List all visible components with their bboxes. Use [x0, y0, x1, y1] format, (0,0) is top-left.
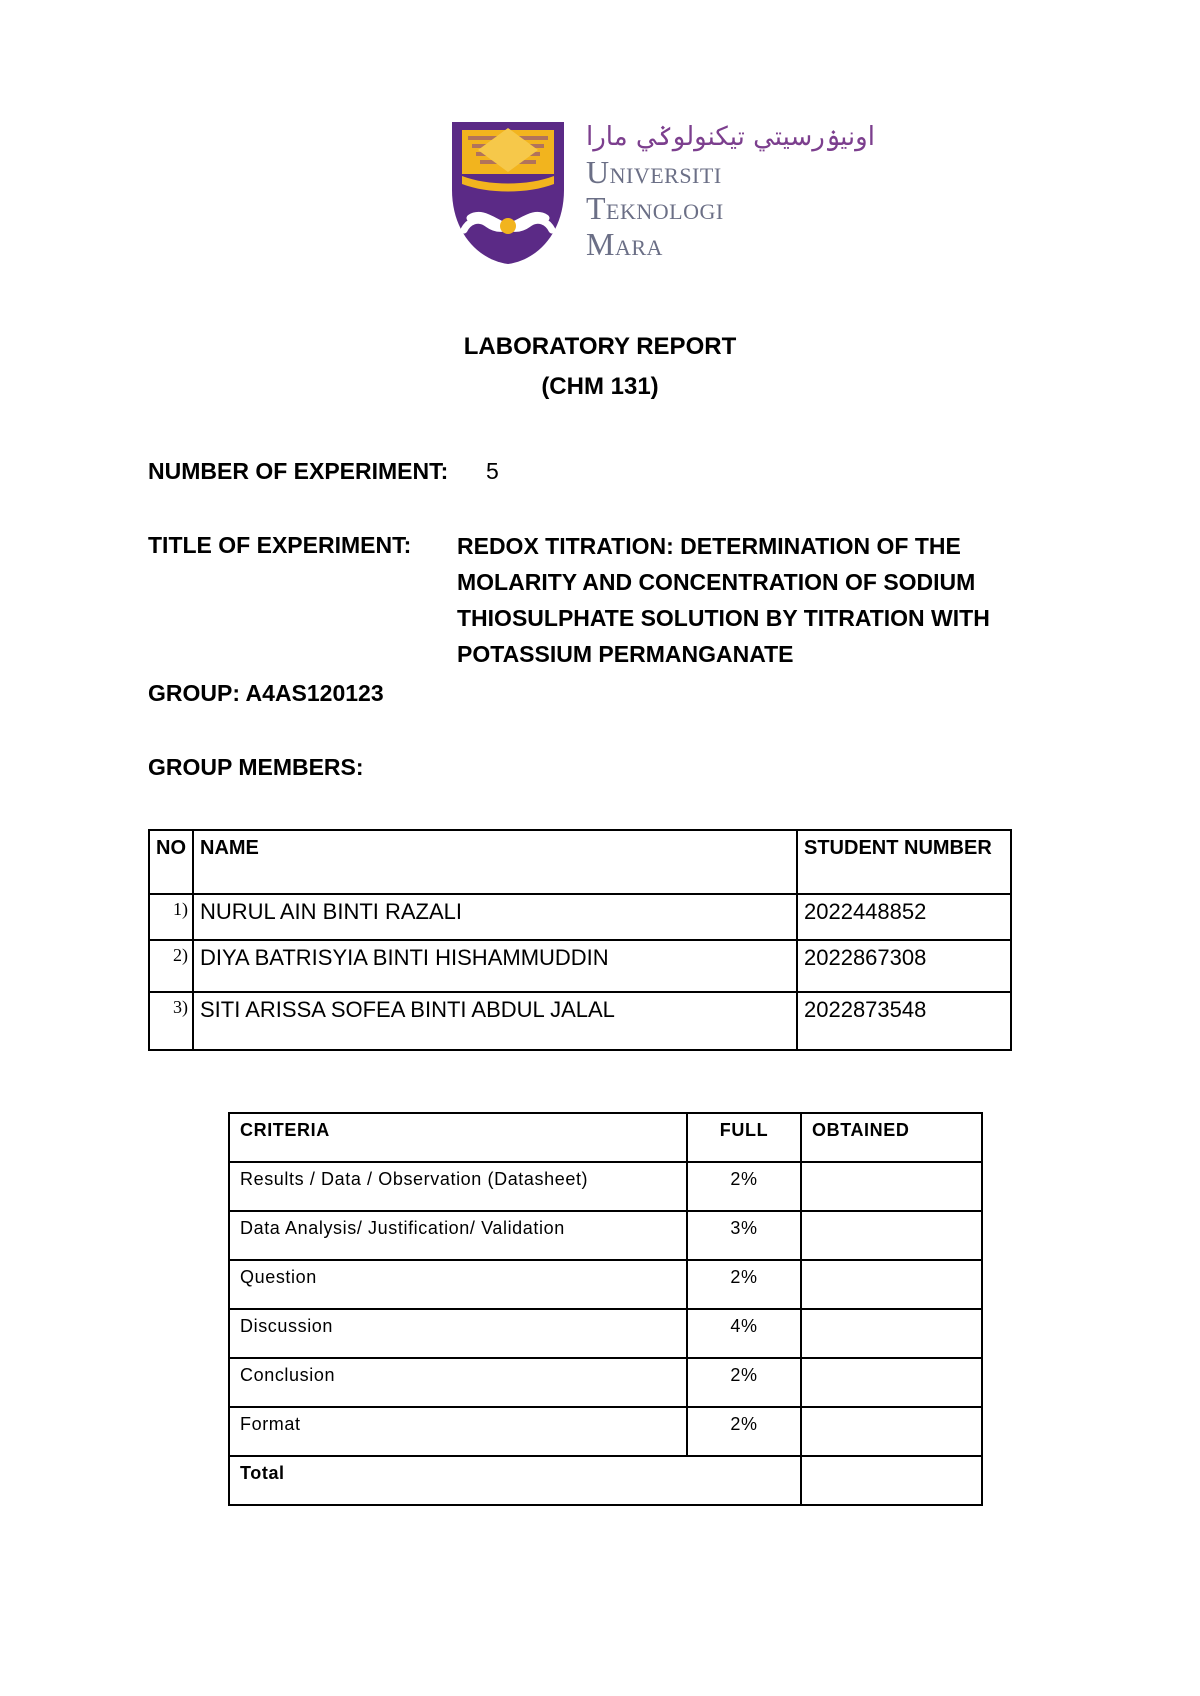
- criteria-header-row: [229, 1113, 982, 1162]
- wordmark-line-2: Teknologi: [586, 190, 724, 226]
- experiment-number-value: 5: [486, 458, 499, 484]
- criteria-obtained: [801, 1358, 982, 1407]
- criteria-obtained: [801, 1309, 982, 1358]
- table-row: [229, 1407, 982, 1456]
- header-name: NAME: [193, 830, 797, 894]
- criteria-obtained: [801, 1407, 982, 1456]
- criteria-full: 3%: [687, 1211, 801, 1260]
- wordmark-line-3: Mara: [586, 226, 663, 262]
- member-name: NURUL AIN BINTI RAZALI: [193, 894, 797, 940]
- header-no: NO: [149, 830, 193, 894]
- experiment-title-value: REDOX TITRATION: DETERMINATION OF THE MOLARITY AND CONCENTRATION OF SODIUM THIOSULPHATE SOLUTION BY TITRATION WITH POTASSIUM PERMANGANATE: [457, 533, 990, 667]
- table-row: [229, 1358, 982, 1407]
- uitm-crest-icon: [448, 120, 568, 266]
- members-table: [148, 829, 1012, 1051]
- criteria-obtained: [801, 1211, 982, 1260]
- member-student-number: 2022448852: [797, 894, 1011, 940]
- experiment-title-label: TITLE OF EXPERIMENT:: [148, 532, 412, 558]
- member-student-number: 2022867308: [797, 940, 1011, 992]
- member-student-number: 2022873548: [797, 992, 1011, 1050]
- group-members-label: GROUP MEMBERS:: [148, 754, 364, 780]
- criteria-name: Data Analysis/ Justification/ Validation: [229, 1211, 687, 1260]
- uitm-wordmark: [584, 120, 875, 266]
- member-name: DIYA BATRISYIA BINTI HISHAMMUDDIN: [193, 940, 797, 992]
- criteria-full: 2%: [687, 1358, 801, 1407]
- member-no: 3): [149, 992, 193, 1050]
- group-code: GROUP: A4AS120123: [148, 680, 384, 706]
- member-no: 2): [149, 940, 193, 992]
- table-row: [229, 1162, 982, 1211]
- criteria-obtained: [801, 1260, 982, 1309]
- header-student-number: STUDENT NUMBER: [797, 830, 1011, 894]
- member-no: 1): [149, 894, 193, 940]
- table-row: [149, 940, 1011, 992]
- criteria-name: Conclusion: [229, 1358, 687, 1407]
- table-row: [229, 1211, 982, 1260]
- table-row: [229, 1309, 982, 1358]
- report-title: LABORATORY REPORT: [463, 333, 737, 360]
- total-row: [229, 1456, 982, 1505]
- member-name: SITI ARISSA SOFEA BINTI ABDUL JALAL: [193, 992, 797, 1050]
- total-value: [801, 1456, 982, 1505]
- header-obtained: OBTAINED: [801, 1113, 982, 1162]
- criteria-full: 2%: [687, 1162, 801, 1211]
- criteria-obtained: [801, 1162, 982, 1211]
- criteria-name: Format: [229, 1407, 687, 1456]
- experiment-number-label: NUMBER OF EXPERIMENT:: [148, 458, 449, 484]
- criteria-name: Discussion: [229, 1309, 687, 1358]
- total-label: Total: [229, 1456, 801, 1505]
- header-full: FULL: [687, 1113, 801, 1162]
- table-row: [149, 992, 1011, 1050]
- criteria-full: 2%: [687, 1260, 801, 1309]
- criteria-name: Results / Data / Observation (Datasheet): [229, 1162, 687, 1211]
- uitm-logo: [448, 120, 875, 266]
- course-code: (CHM 131): [541, 373, 659, 400]
- criteria-table: [228, 1112, 983, 1506]
- table-row: [149, 894, 1011, 940]
- members-header-row: [149, 830, 1011, 894]
- criteria-name: Question: [229, 1260, 687, 1309]
- arabic-name: اونيۏرسيتي تيكنولوݢي مارا: [586, 122, 875, 152]
- criteria-full: 4%: [687, 1309, 801, 1358]
- header-criteria: CRITERIA: [229, 1113, 687, 1162]
- table-row: [229, 1260, 982, 1309]
- wordmark-line-1: Universiti: [586, 154, 722, 190]
- criteria-full: 2%: [687, 1407, 801, 1456]
